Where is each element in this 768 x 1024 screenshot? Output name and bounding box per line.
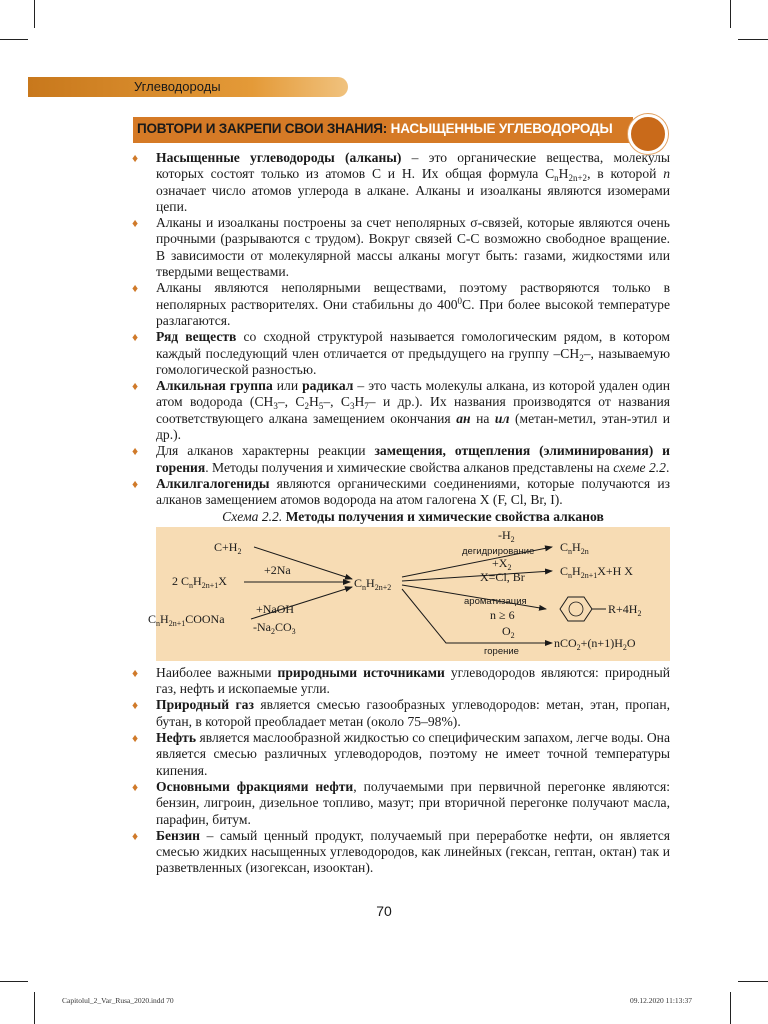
list-item: ♦ Насыщенные углеводороды (алканы) – это органические вещества, молекулы которых состоят только из атомов С и Н. Их общая формула $С_nН_{2n+2}$, в которой n означает число атомов углерода в алкане. Алканы и изоалканы являются изомерами цепи.: [132, 150, 671, 214]
title-circle-decoration: [628, 114, 668, 154]
crop-mark: [34, 0, 35, 28]
reactant-2: 2 $C_nH_{2n+1}X$: [172, 573, 227, 590]
alkane-center: $C_nH_{2n+2}$: [354, 575, 392, 592]
list-item: ♦ Наиболее важными природными источниками углеводородов являются: природный газ, нефть и ископаемые угли.: [132, 664, 670, 697]
label-aromatization: ароматизация: [464, 595, 527, 607]
bullet-icon: ♦: [132, 379, 139, 394]
condition-naoh: +NaOH: [256, 601, 295, 616]
bullet-icon: ♦: [132, 828, 139, 843]
condition-h2: $-H_2$: [498, 527, 515, 544]
page-title: ПОВТОРИ И ЗАКРЕПИ СВОИ ЗНАНИЯ: НАСЫЩЕННЫЕ УГЛЕВОДОРОДЫ: [137, 121, 613, 136]
list-item: ♦ Природный газ является смесью газообразных углеводородов: метан, этан, пропан, бутан, в которой преобладает метан (около 75–98%).: [132, 697, 670, 729]
crop-mark: [730, 0, 731, 28]
product-1: $C_nH_{2n}$: [560, 539, 589, 556]
list-item: ♦ Ряд веществ со сходной структурой называется гомологическим рядом, в котором каждый последующий член отличается от предыдущего на группу $-CH_2-$, называемую гомологической разностью.: [132, 329, 670, 377]
list-item: ♦ Для алканов характерны реакции замещения, отщепления (элиминирования) и горения. Методы получения и химические свойства алканов представлены на схеме 2.2.: [132, 443, 670, 475]
page-number: 70: [376, 903, 392, 919]
reactant-3: $C_nH_{2n+1}COONa$: [148, 611, 225, 628]
scheme-caption: Схема 2.2. Методы получения и химические свойства алканов: [222, 508, 604, 524]
condition-na2co3: $-Na_2CO_3$: [253, 619, 296, 636]
list-item: ♦ Нефть является маслообразной жидкостью со специфическим запахом, легче воды. Она является смесью различных углеводородов, поэтому не имеет точной температуры кипения.: [132, 730, 670, 778]
crop-mark: [0, 981, 28, 982]
label-x-halogen: X=Cl, Br: [480, 569, 525, 584]
list-item: ♦ Алкилгалогениды являются органическими соединениями, которые получаются из алканов замещением атомов водорода на атом галогена X (F, Cl, Br, I).: [132, 475, 670, 508]
section-header: Углеводороды: [134, 79, 221, 94]
crop-mark: [738, 981, 768, 982]
bullet-icon: ♦: [132, 330, 139, 345]
bullet-icon: ♦: [132, 476, 139, 491]
label-combustion: горение: [484, 645, 519, 657]
condition-2na: +2Na: [264, 562, 291, 577]
bullet-icon: ♦: [132, 216, 139, 231]
bullet-icon: ♦: [132, 731, 139, 746]
list-item: ♦ Алканы являются неполярными веществами, поэтому растворяются только в неполярных растворителях. Они стабильны до $400^0С$. При более высокой температуре разлагаются.: [132, 280, 670, 328]
crop-mark: [730, 992, 731, 1024]
footer-timestamp: 09.12.2020 11:13:37: [630, 996, 693, 1005]
product-2: $C_nH_{2n+1}X+H$ X: [560, 563, 633, 580]
bullet-icon: ♦: [132, 151, 139, 165]
label-dehydrogenation: дегидрирование: [462, 545, 535, 557]
list-item: ♦ Алкильная группа или радикал – это часть молекулы алкана, из которой удален один атом водорода ($CH_3-$, $C_2H_5-$, $C_3H_7-$ и др.). Их названия производятся от названия соответствующего алкана замещением окончания ан на ил (метан-метил, этан-этил и др.).: [132, 378, 671, 443]
label-n-ge-6: n ≥ 6: [490, 607, 515, 622]
reactant-1: $C+H_2$: [214, 539, 242, 556]
crop-mark: [738, 39, 768, 40]
reaction-scheme: [148, 527, 670, 661]
bullet-icon: ♦: [132, 779, 139, 794]
crop-mark: [0, 39, 28, 40]
list-item: ♦ Бензин – самый ценный продукт, получаемый при переработке нефти, он является смесью жидких насыщенных углеводородов, как линейных (гексан, гептан, октан) так и разветвленных (изогексан, изооктан).: [132, 827, 670, 876]
list-item: ♦ Алканы и изоалканы построены за счет неполярных σ-связей, которые являются очень прочными (разрываются с трудом). Вокруг связей С-С возможно свободное вращение. В зависимости от молекулярной массы алканы могут быть: газами, жидкостями или твердыми веществами.: [132, 215, 670, 280]
condition-x2: $+X_2$: [492, 555, 512, 572]
crop-mark: [34, 992, 35, 1024]
benzene-ring-icon: [560, 597, 606, 621]
footer-file-name: Capitolul_2_Var_Rusa_2020.indd 70: [62, 996, 174, 1005]
product-3: $R+4H_2$: [608, 601, 642, 618]
content: [118, 150, 670, 877]
condition-o2: $O_2$: [502, 623, 515, 640]
bullet-icon: ♦: [132, 281, 139, 296]
bullet-icon: ♦: [132, 698, 139, 713]
product-4: $nCO_2+(n+1)H_2O$: [554, 635, 636, 652]
bullet-icon: ♦: [132, 665, 139, 680]
bullet-icon: ♦: [132, 444, 139, 459]
list-item: ♦ Основными фракциями нефти, получаемыми при первичной перегонке являются: бензин, лигроин, дизельное топливо, мазут; при вторичной перегонке получают масла, парафин, битум.: [132, 778, 670, 827]
